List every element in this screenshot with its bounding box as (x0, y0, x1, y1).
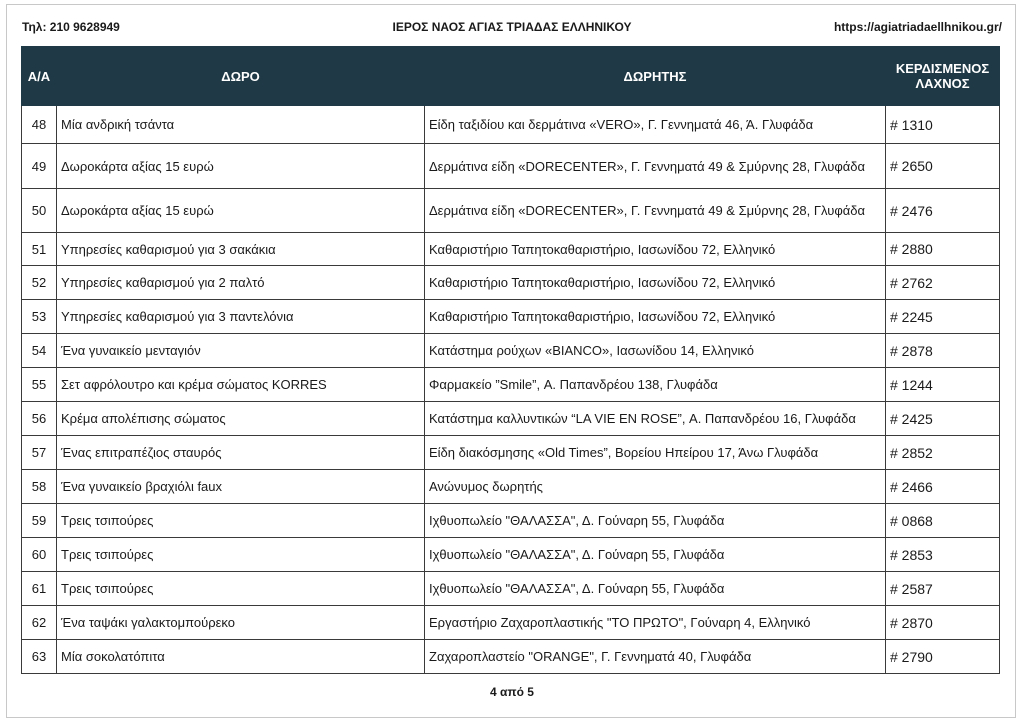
row-donor: Ιχθυοπωλείο "ΘΑΛΑΣΣΑ", Δ. Γούναρη 55, Γλυφάδα (425, 572, 886, 606)
row-donor: Ζαχαροπλαστείο "ORANGE", Γ. Γεννηματά 40, Γλυφάδα (425, 640, 886, 674)
row-number: 48 (22, 106, 57, 144)
row-winning-ticket: # 2878 (886, 334, 1000, 368)
row-donor: Φαρμακείο ”Smile”, Α. Παπανδρέου 138, Γλυφάδα (425, 368, 886, 402)
row-gift: Μία ανδρική τσάντα (57, 106, 425, 144)
row-gift: Ένα ταψάκι γαλακτομπούρεκο (57, 606, 425, 640)
column-header-number: Α/Α (22, 47, 57, 106)
table-row (22, 640, 1000, 674)
row-number: 49 (22, 144, 57, 189)
row-number: 62 (22, 606, 57, 640)
row-number: 53 (22, 300, 57, 334)
row-winning-ticket: # 2790 (886, 640, 1000, 674)
column-header-gift: ΔΩΡΟ (57, 47, 425, 106)
row-winning-ticket: # 2587 (886, 572, 1000, 606)
table-header-row (22, 47, 1000, 106)
row-gift: Ένα γυναικείο μενταγιόν (57, 334, 425, 368)
row-number: 57 (22, 436, 57, 470)
row-number: 56 (22, 402, 57, 436)
row-winning-ticket: # 1310 (886, 106, 1000, 144)
page-number: 4 από 5 (490, 685, 534, 699)
page-header (22, 20, 1002, 38)
table-row (22, 504, 1000, 538)
table-row (22, 436, 1000, 470)
row-gift: Τρεις τσιπούρες (57, 538, 425, 572)
row-gift: Υπηρεσίες καθαρισμού για 3 παντελόνια (57, 300, 425, 334)
row-gift: Μία σοκολατόπιτα (57, 640, 425, 674)
row-gift: Σετ αφρόλουτρο και κρέμα σώματος KORRES (57, 368, 425, 402)
row-donor: Καθαριστήριο Ταπητοκαθαριστήριο, Ιασωνίδου 72, Ελληνικό (425, 300, 886, 334)
row-number: 61 (22, 572, 57, 606)
table-row (22, 334, 1000, 368)
phone-number: Τηλ: 210 9628949 (22, 20, 120, 34)
row-winning-ticket: # 2852 (886, 436, 1000, 470)
prize-table (21, 46, 1000, 674)
row-gift: Τρεις τσιπούρες (57, 504, 425, 538)
row-donor: Εργαστήριο Ζαχαροπλαστικής "ΤΟ ΠΡΩΤΟ", Γούναρη 4, Ελληνικό (425, 606, 886, 640)
table-row (22, 538, 1000, 572)
table-row (22, 368, 1000, 402)
row-number: 55 (22, 368, 57, 402)
row-number: 60 (22, 538, 57, 572)
table-row (22, 189, 1000, 233)
row-donor: Καθαριστήριο Ταπητοκαθαριστήριο, Ιασωνίδου 72, Ελληνικό (425, 266, 886, 300)
row-winning-ticket: # 2245 (886, 300, 1000, 334)
row-winning-ticket: # 2870 (886, 606, 1000, 640)
row-gift: Ένας επιτραπέζιος σταυρός (57, 436, 425, 470)
table-row (22, 572, 1000, 606)
website-link[interactable]: https://agiatriadaellhnikou.gr/ (833, 20, 1002, 34)
table-row (22, 606, 1000, 640)
row-donor: Είδη ταξιδίου και δερμάτινα «VERO», Γ. Γεννηματά 46, Ά. Γλυφάδα (425, 106, 886, 144)
row-number: 59 (22, 504, 57, 538)
row-gift: Δωροκάρτα αξίας 15 ευρώ (57, 144, 425, 189)
column-header-donor: ΔΩΡΗΤΗΣ (425, 47, 886, 106)
row-number: 52 (22, 266, 57, 300)
row-gift: Υπηρεσίες καθαρισμού για 3 σακάκια (57, 233, 425, 266)
column-header-winning-ticket: ΚΕΡΔΙΣΜΕΝΟΣ ΛΑΧΝΟΣ (886, 47, 1000, 106)
row-winning-ticket: # 2466 (886, 470, 1000, 504)
row-winning-ticket: # 2476 (886, 189, 1000, 233)
row-number: 58 (22, 470, 57, 504)
row-donor: Κατάστημα ρούχων «BIANCO», Ιασωνίδου 14, Ελληνικό (425, 334, 886, 368)
row-number: 63 (22, 640, 57, 674)
row-gift: Τρεις τσιπούρες (57, 572, 425, 606)
row-winning-ticket: # 2425 (886, 402, 1000, 436)
row-donor: Δερμάτινα είδη «DORECENTER», Γ. Γεννηματά 49 & Σμύρνης 28, Γλυφάδα (425, 189, 886, 233)
table-row (22, 106, 1000, 144)
row-winning-ticket: # 2853 (886, 538, 1000, 572)
row-donor: Ανώνυμος δωρητής (425, 470, 886, 504)
row-gift: Κρέμα απολέπισης σώματος (57, 402, 425, 436)
table-row (22, 266, 1000, 300)
row-number: 51 (22, 233, 57, 266)
row-donor: Κατάστημα καλλυντικών “LA VIE EN ROSE”, Α. Παπανδρέου 16, Γλυφάδα (425, 402, 886, 436)
row-gift: Δωροκάρτα αξίας 15 ευρώ (57, 189, 425, 233)
row-donor: Ιχθυοπωλείο "ΘΑΛΑΣΣΑ", Δ. Γούναρη 55, Γλυφάδα (425, 504, 886, 538)
row-number: 50 (22, 189, 57, 233)
row-gift: Ένα γυναικείο βραχιόλι faux (57, 470, 425, 504)
row-number: 54 (22, 334, 57, 368)
row-winning-ticket: # 0868 (886, 504, 1000, 538)
row-donor: Είδη διακόσμησης «Old Times”, Βορείου Ηπείρου 17, Άνω Γλυφάδα (425, 436, 886, 470)
row-donor: Δερμάτινα είδη «DORECENTER», Γ. Γεννηματά 49 & Σμύρνης 28, Γλυφάδα (425, 144, 886, 189)
table-row (22, 402, 1000, 436)
row-donor: Ιχθυοπωλείο "ΘΑΛΑΣΣΑ", Δ. Γούναρη 55, Γλυφάδα (425, 538, 886, 572)
church-name: ΙΕΡΟΣ ΝΑΟΣ ΑΓΙΑΣ ΤΡΙΑΔΑΣ ΕΛΛΗΝΙΚΟΥ (392, 20, 632, 34)
row-winning-ticket: # 2650 (886, 144, 1000, 189)
table-row (22, 233, 1000, 266)
table-row (22, 300, 1000, 334)
row-winning-ticket: # 2880 (886, 233, 1000, 266)
table-row (22, 470, 1000, 504)
table-row (22, 144, 1000, 189)
row-winning-ticket: # 1244 (886, 368, 1000, 402)
row-gift: Υπηρεσίες καθαρισμού για 2 παλτό (57, 266, 425, 300)
row-winning-ticket: # 2762 (886, 266, 1000, 300)
row-donor: Καθαριστήριο Ταπητοκαθαριστήριο, Ιασωνίδου 72, Ελληνικό (425, 233, 886, 266)
